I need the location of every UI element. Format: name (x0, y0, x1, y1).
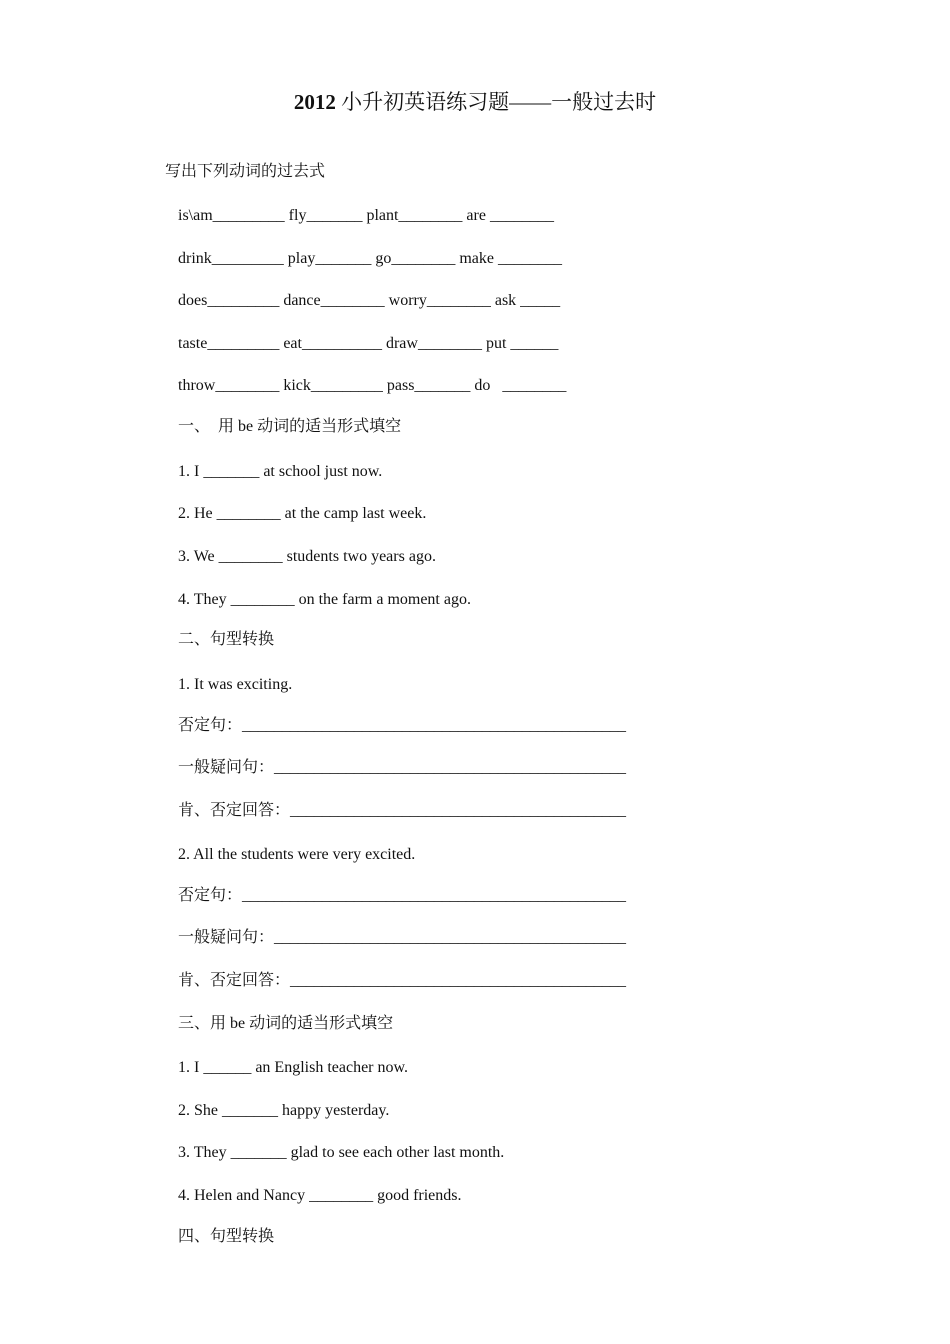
title-text: 小升初英语练习题——一般过去时 (341, 90, 657, 114)
part2-item2-negative: 否定句：________________________________________________ (178, 887, 627, 904)
verbs-row: throw________ kick_________ pass_______ do ________ (178, 377, 567, 394)
part1-heading: 一、 用 be 动词的适当形式填空 (178, 418, 402, 435)
part2-item1-sentence: 1. It was exciting. (178, 676, 293, 693)
part3-item: 4. Helen and Nancy ________ good friends. (178, 1187, 462, 1204)
part3-item: 2. She _______ happy yesterday. (178, 1102, 390, 1119)
part2-item2-question: 一般疑问句：____________________________________________ (178, 929, 627, 946)
part2-item2-sentence: 2. All the students were very excited. (178, 846, 416, 863)
page-title (0, 88, 950, 116)
part1-item: 2. He ________ at the camp last week. (178, 505, 427, 522)
verbs-heading: 写出下列动词的过去式 (165, 163, 326, 180)
part2-item1-question: 一般疑问句：____________________________________________ (178, 759, 627, 776)
part4-heading: 四、句型转换 (178, 1228, 275, 1245)
part1-item: 3. We ________ students two years ago. (178, 548, 436, 565)
part1-item: 4. They ________ on the farm a moment ago. (178, 591, 471, 608)
part3-heading: 三、用 be 动词的适当形式填空 (178, 1015, 394, 1032)
part2-item2-answers: 肯、否定回答：__________________________________________ (178, 972, 627, 989)
title-year: 2012 (293, 90, 336, 114)
verbs-row: drink_________ play_______ go________ make ________ (178, 250, 562, 267)
verbs-row: is\am_________ fly_______ plant________ are ________ (178, 207, 554, 224)
verbs-row: taste_________ eat__________ draw________ put ______ (178, 335, 559, 352)
part3-item: 3. They _______ glad to see each other last month. (178, 1144, 505, 1161)
part2-item1-answers: 肯、否定回答：__________________________________________ (178, 802, 627, 819)
verbs-row: does_________ dance________ worry________ ask _____ (178, 292, 561, 309)
part3-item: 1. I ______ an English teacher now. (178, 1059, 409, 1076)
part1-item: 1. I _______ at school just now. (178, 463, 383, 480)
part2-heading: 二、句型转换 (178, 631, 275, 648)
part2-item1-negative: 否定句：________________________________________________ (178, 717, 627, 734)
